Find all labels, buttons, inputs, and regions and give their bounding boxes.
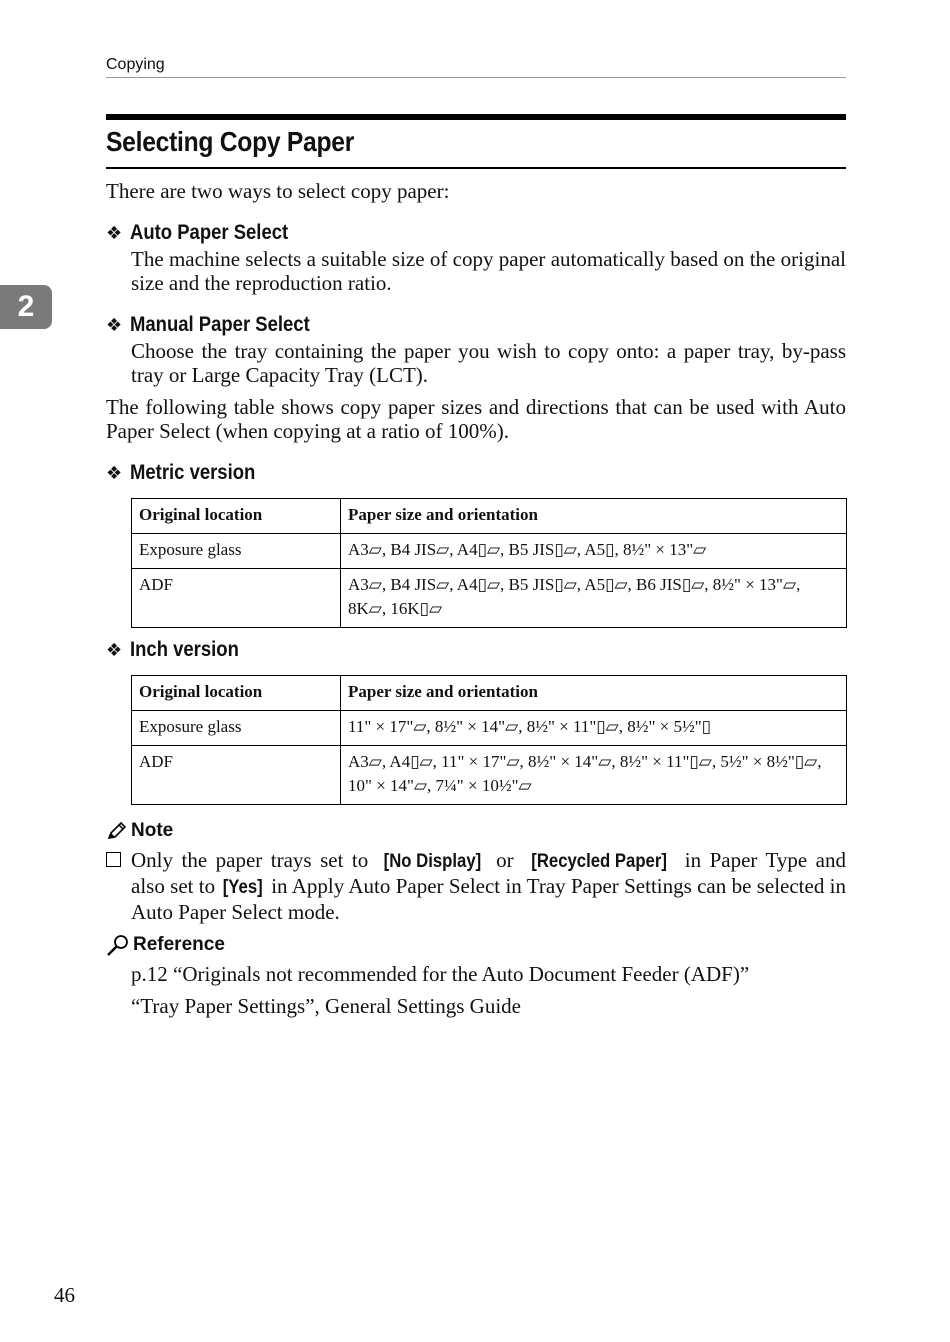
location-cell: ADF — [132, 746, 341, 805]
sizes-cell: A3▱, A4▯▱, 11" × 17"▱, 8½" × 14"▱, 8½" × 11"▯▱, 5½" × 8½"▯▱, 10" × 14"▱, 7¼" × 10½"▱ — [341, 746, 847, 805]
inch-table — [131, 675, 847, 805]
diamond-bullet-icon: ❖ — [106, 640, 123, 660]
page-number: 46 — [54, 1283, 75, 1307]
location-cell: ADF — [132, 569, 341, 628]
diamond-bullet-icon: ❖ — [106, 463, 123, 483]
reference-item: “Tray Paper Settings”, General Settings Guide — [131, 994, 521, 1018]
magnifier-icon — [106, 934, 130, 956]
metric-heading: ❖ Metric version — [106, 461, 256, 484]
running-header: Copying — [106, 56, 165, 73]
header-rule — [106, 77, 846, 78]
diamond-bullet-icon: ❖ — [106, 315, 123, 335]
table-header-row — [132, 499, 847, 534]
location-cell: Exposure glass — [132, 534, 341, 569]
title-rule-bottom — [106, 167, 846, 169]
reference-label: Reference — [133, 934, 225, 955]
key-no-display: [No Display] — [383, 851, 481, 872]
inch-heading: ❖ Inch version — [106, 638, 239, 661]
location-cell: Exposure glass — [132, 711, 341, 746]
reference-heading — [106, 934, 225, 956]
key-yes: [Yes] — [223, 877, 264, 898]
note-label: Note — [131, 820, 174, 841]
sizes-cell: A3▱, B4 JIS▱, A4▯▱, B5 JIS▯▱, A5▯▱, B6 JIS▯▱, 8½" × 13"▱, 8K▱, 16K▯▱ — [341, 569, 847, 628]
intro-text: There are two ways to select copy paper: — [106, 179, 450, 203]
section-body-manual: Choose the tray containing the paper you wish to copy onto: a paper tray, by-pass tray or Large Capacity Tray (LCT). — [131, 339, 846, 387]
table-intro: The following table shows copy paper sizes and directions that can be used with Auto Paper Select (when copying at a ratio of 100%). — [106, 395, 846, 443]
column-header: Paper size and orientation — [341, 676, 847, 711]
note-text: Only the paper trays set to [No Display] or [Recycled Paper] in Paper Type and also set to [Yes] in Apply Auto Paper Select in Tray Paper Settings can be selected in Auto Paper Select mode. — [131, 848, 846, 924]
metric-table — [131, 498, 847, 628]
title-rule-top — [106, 114, 846, 120]
pencil-icon — [106, 821, 128, 841]
table-header-row — [132, 676, 847, 711]
column-header: Original location — [132, 676, 341, 711]
chapter-tab: 2 — [0, 285, 52, 329]
diamond-bullet-icon: ❖ — [106, 223, 123, 243]
section-heading-auto: ❖ Auto Paper Select — [106, 221, 289, 244]
section-body-auto: The machine selects a suitable size of copy paper automatically based on the original size and the reproduction ratio. — [131, 247, 846, 295]
column-header: Paper size and orientation — [341, 499, 847, 534]
table-row — [132, 534, 847, 569]
key-recycled-paper: [Recycled Paper] — [531, 851, 667, 872]
table-row — [132, 711, 847, 746]
reference-item: p.12 “Originals not recommended for the Auto Document Feeder (ADF)” — [131, 962, 750, 986]
table-row — [132, 569, 847, 628]
note-heading — [106, 820, 173, 842]
column-header: Original location — [132, 499, 341, 534]
section-heading-manual: ❖ Manual Paper Select — [106, 313, 310, 336]
sizes-cell: 11" × 17"▱, 8½" × 14"▱, 8½" × 11"▯▱, 8½" × 5½"▯ — [341, 711, 847, 746]
note-checkbox-icon — [106, 852, 121, 867]
table-row — [132, 746, 847, 805]
sizes-cell: A3▱, B4 JIS▱, A4▯▱, B5 JIS▯▱, A5▯, 8½" × 13"▱ — [341, 534, 847, 569]
page-title: Selecting Copy Paper — [106, 126, 355, 157]
